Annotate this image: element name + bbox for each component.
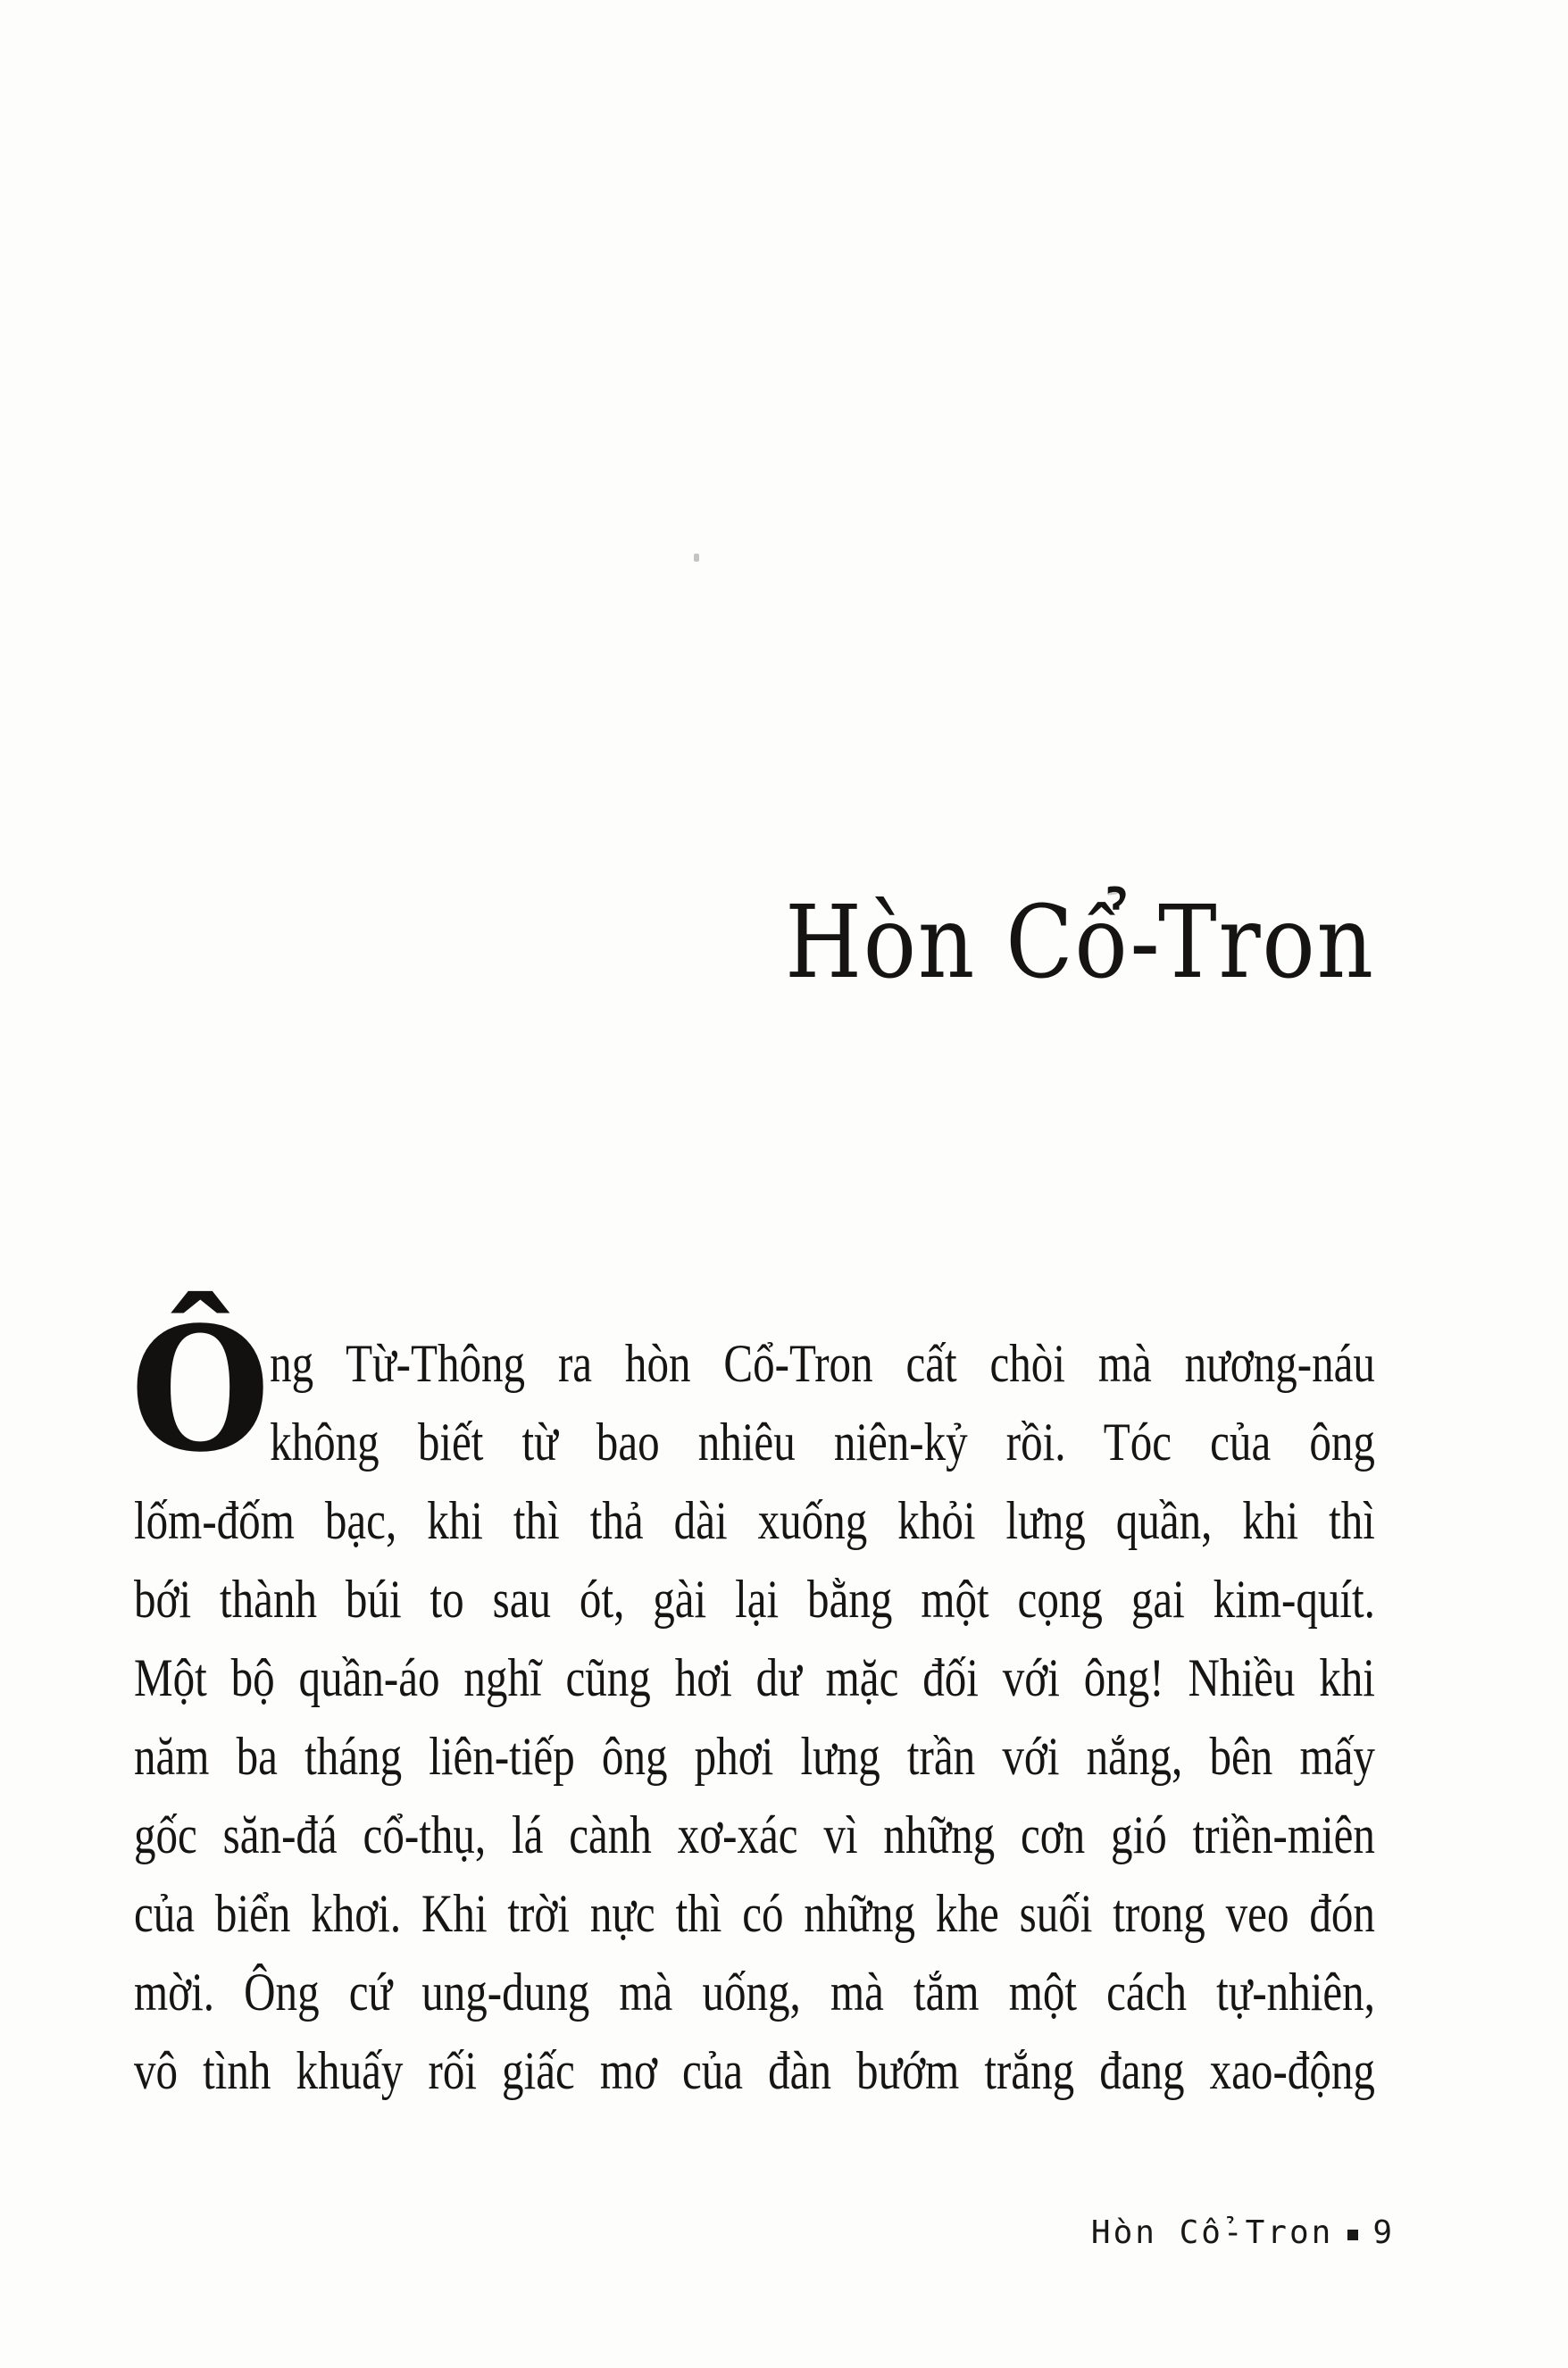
running-footer xyxy=(1090,2214,1395,2251)
footer-page-number: 9 xyxy=(1372,2214,1395,2251)
paragraph-line: mời. Ông cứ ung-dung mà uống, mà tắm một cách tự-nhiên, xyxy=(134,1963,1375,2022)
footer-running-title: Hòn Cổ-Tron xyxy=(1090,2214,1334,2251)
square-bullet-icon xyxy=(1347,2230,1358,2240)
paragraph-line: bới thành búi to sau ót, gài lại bằng một cọng gai kim-quít. xyxy=(134,1570,1375,1629)
drop-cap-letter: Ô xyxy=(130,1290,271,1490)
body-paragraph xyxy=(134,1324,1375,2128)
paragraph-line: không biết từ bao nhiêu niên-kỷ rồi. Tóc của ông xyxy=(270,1413,1375,1472)
paragraph-line: gốc săn-đá cổ-thụ, lá cành xơ-xác vì những cơn gió triền-miên xyxy=(134,1805,1375,1864)
chapter-title: Hòn Cổ-Tron xyxy=(785,885,1375,1001)
scan-speck xyxy=(694,554,699,562)
paragraph-line: lốm-đốm bạc, khi thì thả dài xuống khỏi lưng quần, khi thì xyxy=(134,1491,1375,1550)
paragraph-line: năm ba tháng liên-tiếp ông phơi lưng trần với nắng, bên mấy xyxy=(134,1727,1375,1786)
paragraph-line: ng Từ-Thông ra hòn Cổ-Tron cất chòi mà nương-náu xyxy=(270,1334,1375,1393)
paragraph-lines xyxy=(134,1324,1375,2110)
paragraph-line: Một bộ quần-áo nghĩ cũng hơi dư mặc đối với ông! Nhiều khi xyxy=(134,1648,1375,1707)
paragraph-line: của biển khơi. Khi trời nực thì có những khe suối trong veo đón xyxy=(134,1884,1375,1943)
paragraph-line: vô tình khuấy rối giấc mơ của đàn bướm trắng đang xao-động xyxy=(134,2041,1375,2100)
